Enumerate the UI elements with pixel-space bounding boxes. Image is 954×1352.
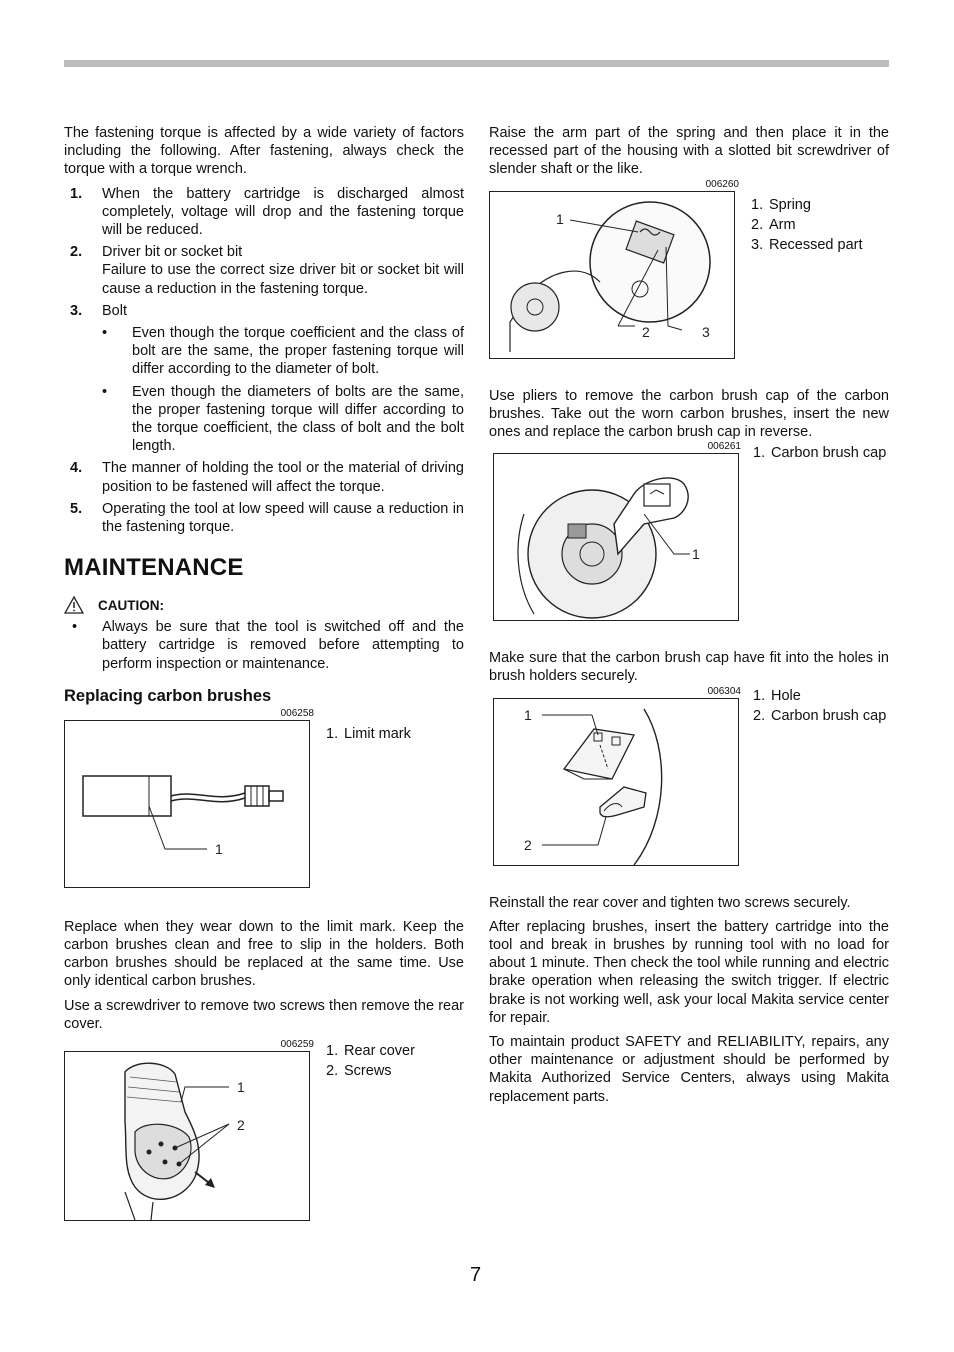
legend-item: 1. Hole [753,687,801,704]
brush-cap-illustration [493,453,739,621]
figure-hole [489,685,887,866]
callout-1: 1 [524,706,532,723]
figure-legend [753,443,889,463]
figure-legend [753,686,889,726]
make-sure-paragraph: Make sure that the carbon brush cap have fit into the holes in brush holders securely. [489,650,889,685]
legend-item: 2. Screws [326,1063,392,1080]
safety-paragraph: To maintain product SAFETY and RELIABILITY, repairs, any other maintenance or adjustment should be performed by Makita Authorized Service Centers, always using Makita replacement parts. [489,1034,889,1105]
figure-rear-cover [64,1039,415,1221]
after-replacing-paragraph: After replacing brushes, insert the battery cartridge into the tool and break in brushes by running tool with no load for about 1 minute. Then check the tool while running and electric brake operation when releasing the switch trigger. If electric brake is not working well, ask your local Makita service center for repair. [489,918,889,1026]
figure-code: 006260 [705,178,739,190]
page-number: 7 [470,1264,482,1286]
reinstall-paragraph: Reinstall the rear cover and tighten two screws securely. [489,894,851,911]
figure-legend [326,1041,466,1081]
pliers-paragraph: Use pliers to remove the carbon brush cap of the carbon brushes. Take out the worn carbon brushes, insert the new ones and replace the carbon brush cap in reverse. [489,387,889,441]
figure-code: 006258 [280,707,314,719]
left-column [64,124,464,1221]
factor-item-1: 1. When the battery cartridge is discharged almost completely, voltage will drop and the fastening torque will be reduced. [70,185,464,239]
caution-bullet: • Always be sure that the tool is switched off and the battery cartridge is removed before attempting to perform inspection or maintenance. [72,619,464,672]
callout-1: 1 [215,840,223,857]
bolt-bullet-1: • Even though the torque coefficient and the class of bolt are the same, the proper fastening torque will differ according to the diameter of bolt. [102,325,464,378]
bolt-bullet-2: • Even though the diameters of bolts are the same, the proper fastening torque will differ according to the torque coefficient, the class of bolt and the bolt length. [102,383,464,455]
figure-code: 006304 [707,685,741,697]
subsection-heading: Replacing carbon brushes [64,686,272,705]
intro-paragraph: The fastening torque is affected by a wide variety of factors including the following. After fastening, always check the torque with a torque wrench. [64,125,464,178]
callout-3: 3 [702,323,710,340]
factor-item-4: 4. The manner of holding the tool or the material of driving position to be fastened will affect the torque. [70,460,464,495]
rear-cover-illustration [64,1051,310,1221]
factor-item-2: 2. Driver bit or socket bit Failure to use the correct size driver bit or socket bit will cause a reduction in the fastening torque. [70,244,464,297]
carbon-brush-illustration [64,720,310,888]
callout-1: 1 [692,546,700,563]
figure-brush-cap [489,441,887,621]
warning-triangle-icon [64,596,84,614]
section-heading: MAINTENANCE [64,554,244,582]
callout-2: 2 [642,323,650,340]
figure-legend [326,724,466,744]
callout-2: 2 [524,836,532,853]
legend-item: 2. Arm [751,216,796,233]
caution-label: CAUTION: [64,596,464,614]
callout-1: 1 [237,1079,245,1096]
callout-1: 1 [556,210,564,227]
raise-arm-paragraph: Raise the arm part of the spring and then place it in the recessed part of the housing with a slotted bit screwdriver of slender shaft or the like. [489,125,889,178]
factor-item-5: 5. Operating the tool at low speed will cause a reduction in the fastening torque. [70,500,464,536]
screwdriver-paragraph: Use a screwdriver to remove two screws then remove the rear cover. [64,997,464,1032]
legend-item: 1. Limit mark [326,725,411,742]
callout-2: 2 [237,1117,245,1134]
right-column [489,124,889,1112]
figure-code: 006259 [280,1039,314,1051]
header-rule [64,60,889,67]
figure-code: 006261 [707,441,741,453]
legend-item: 1. Rear cover [326,1043,415,1060]
legend-item: 1. Carbon brush cap [753,445,887,462]
figure-limit-mark [64,707,411,888]
figure-spring [489,178,863,359]
legend-item: 3. Recessed part [751,236,863,253]
factor-item-3: 3. Bolt [70,302,127,319]
replace-paragraph: Replace when they wear down to the limit mark. Keep the carbon brushes clean and free to slip in the holders. Both carbon brushes should be replaced at the same time. Use only identical carbon brushes. [64,918,464,990]
legend-item: 1. Spring [751,196,811,213]
spring-illustration [489,191,735,359]
legend-item: 2. Carbon brush cap [753,707,887,724]
figure-legend [751,195,891,255]
hole-illustration [493,698,739,866]
